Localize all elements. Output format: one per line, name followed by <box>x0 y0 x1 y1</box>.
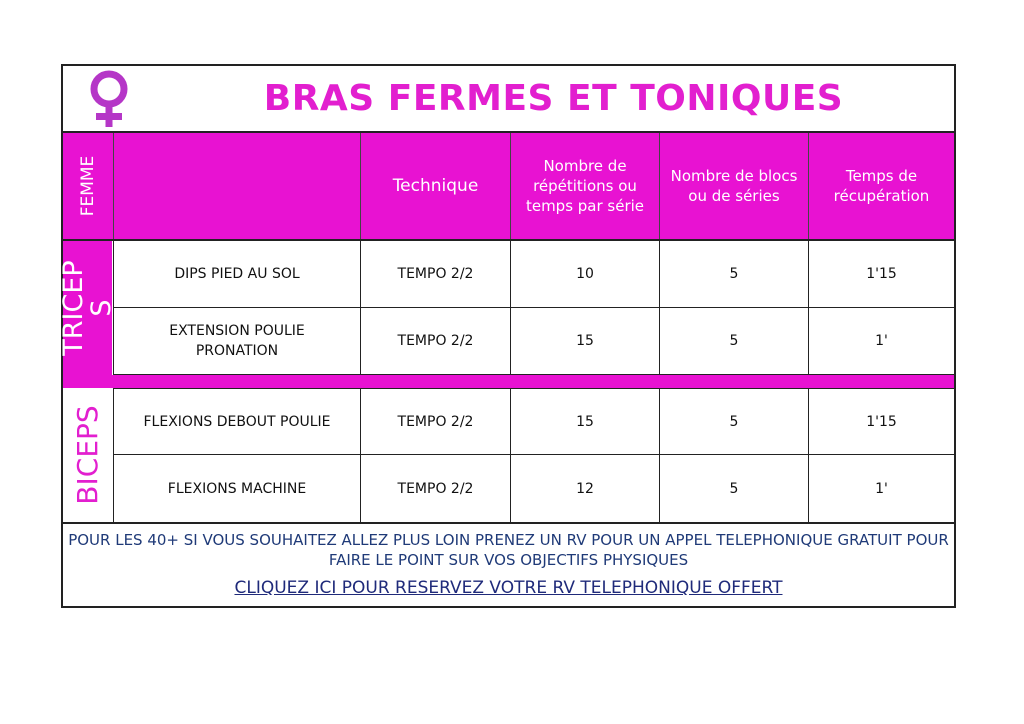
cell-technique: TEMPO 2/2 <box>360 455 510 522</box>
table-row <box>63 455 954 522</box>
cell-reps: 15 <box>510 308 659 375</box>
header-side-cell <box>63 133 113 239</box>
cell-rest: 1' <box>808 455 954 522</box>
cell-reps: 10 <box>510 241 659 308</box>
cell-exercise: FLEXIONS MACHINE <box>113 455 360 522</box>
cell-technique: TEMPO 2/2 <box>360 388 510 455</box>
footer-message: POUR LES 40+ SI VOUS SOUHAITEZ ALLEZ PLUS LOIN PRENEZ UN RV POUR UN APPEL TELEPHONIQUE GRATUIT POUR FAIRE LE POINT SUR VOS OBJECTIFS PHYSIQUES <box>68 531 949 569</box>
table-header <box>63 133 954 241</box>
book-call-link[interactable]: CLIQUEZ ICI POUR RESERVEZ VOTRE RV TELEPHONIQUE OFFERT <box>234 578 783 598</box>
header-side-label: FEMME <box>78 155 98 217</box>
cell-technique: TEMPO 2/2 <box>360 241 510 308</box>
cell-exercise: FLEXIONS DEBOUT POULIE <box>113 388 360 455</box>
group-text-biceps: BICEPS <box>70 405 104 505</box>
header-reps: Nombre de répétitions ou temps par série <box>510 133 659 239</box>
cell-technique: TEMPO 2/2 <box>360 308 510 375</box>
header-exercise <box>113 133 360 239</box>
cell-rest: 1' <box>808 308 954 375</box>
cell-reps: 12 <box>510 455 659 522</box>
page-title: BRAS FERMES ET TONIQUES <box>263 78 844 119</box>
cell-rest: 1'15 <box>808 388 954 455</box>
cell-sets: 5 <box>659 241 808 308</box>
table-row <box>63 308 954 375</box>
table-row <box>63 388 954 455</box>
cell-reps: 15 <box>510 388 659 455</box>
footer <box>63 522 954 606</box>
title-row <box>63 66 954 133</box>
cell-sets: 5 <box>659 308 808 375</box>
cell-rest: 1'15 <box>808 241 954 308</box>
table-row <box>63 241 954 308</box>
cell-exercise: EXTENSION POULIE PRONATION <box>113 308 360 375</box>
header-sets: Nombre de blocs ou de séries <box>659 133 808 239</box>
header-technique: Technique <box>360 133 510 239</box>
group-separator <box>63 375 954 388</box>
cell-sets: 5 <box>659 388 808 455</box>
group-text-triceps: TRICEP S <box>57 260 117 356</box>
cell-sets: 5 <box>659 455 808 522</box>
cell-exercise: DIPS PIED AU SOL <box>113 241 360 308</box>
header-rest: Temps de récupération <box>808 133 954 239</box>
workout-table <box>57 64 956 608</box>
